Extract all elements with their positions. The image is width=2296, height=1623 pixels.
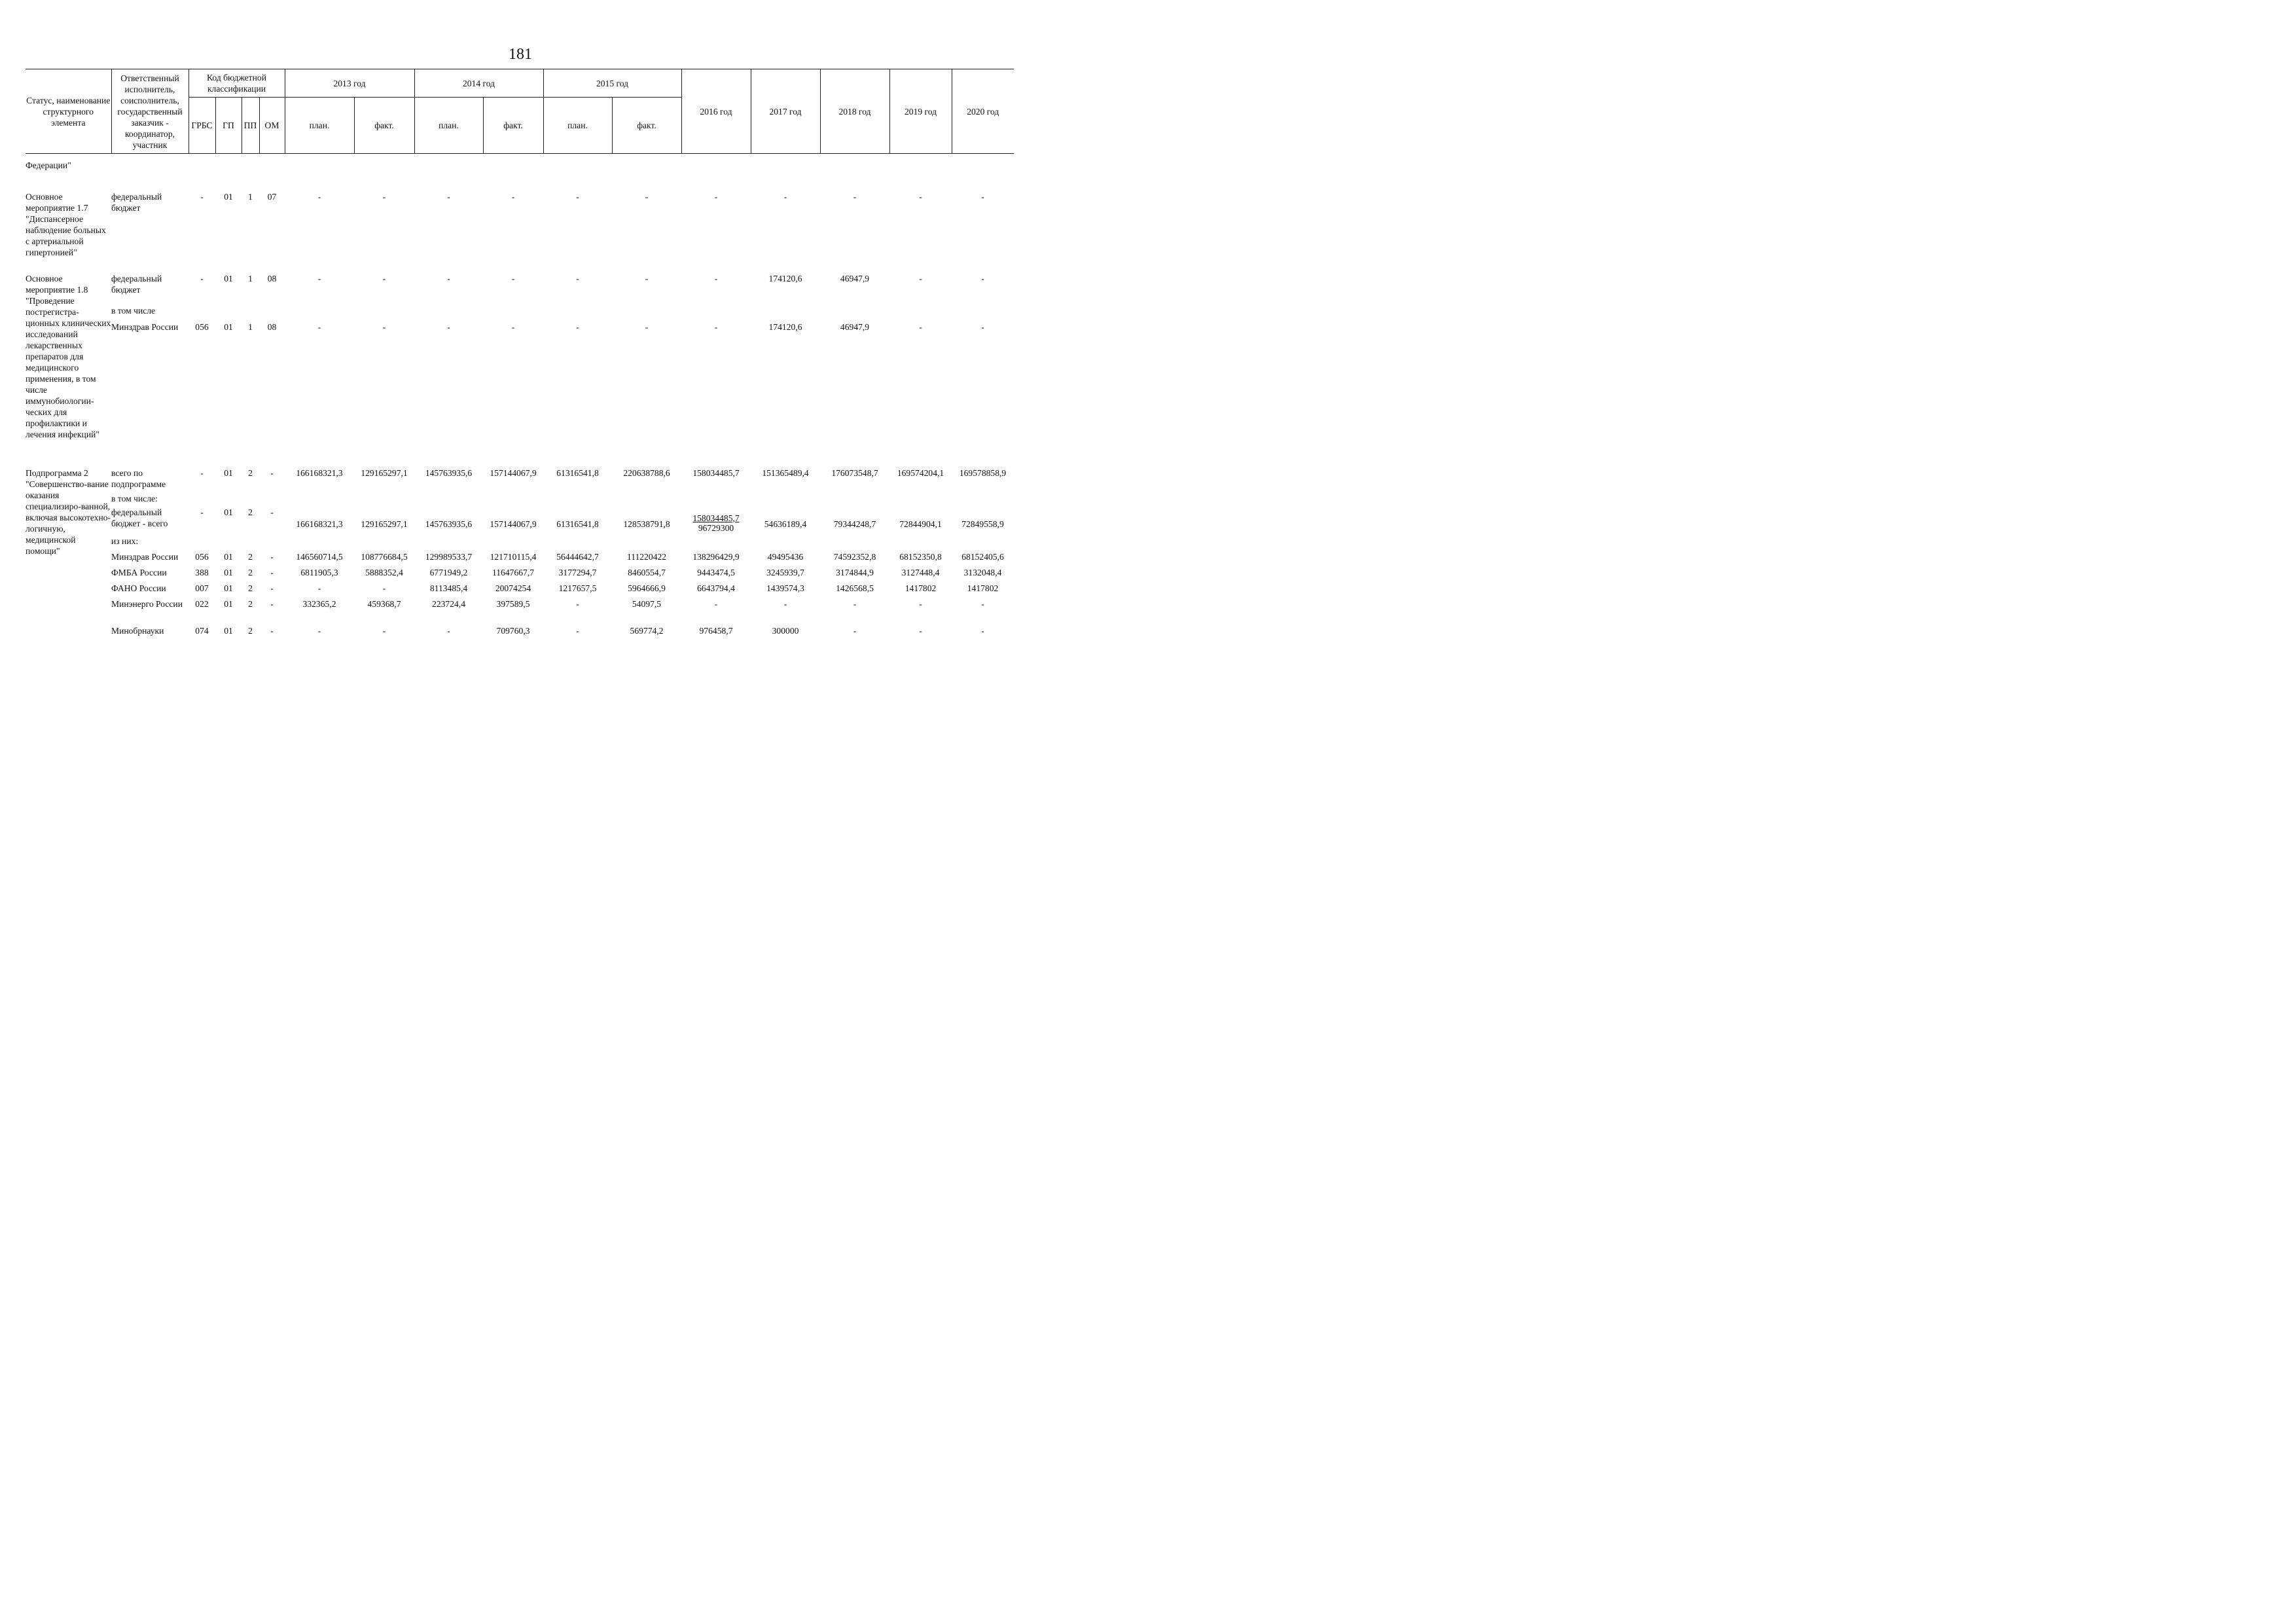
- code-cell: 1: [248, 273, 253, 283]
- executor-cell: Минздрав России: [111, 551, 179, 562]
- year-2013-header: 2013 год: [285, 69, 414, 98]
- code-cell: -: [270, 467, 274, 478]
- m17-status: Основное мероприятие 1.7 "Диспансерное наблюдение больных с артериальной гипертонией": [26, 191, 106, 257]
- value-cell: 146560714,5: [296, 551, 343, 562]
- code-cell: 074: [195, 625, 209, 636]
- value-cell: 709760,3: [496, 625, 530, 636]
- value-cell: -: [919, 625, 922, 636]
- value-cell: 138296429,9: [692, 551, 740, 562]
- table-row: [26, 305, 1014, 321]
- code-cell: 1: [248, 191, 253, 202]
- value-cell: -: [511, 191, 515, 202]
- code-cell: 007: [195, 583, 209, 593]
- code-cell: 2: [248, 598, 253, 609]
- year-2016-header: 2016 год: [681, 69, 751, 154]
- value-cell: 8460554,7: [628, 567, 666, 577]
- value-cell: 976458,7: [699, 625, 733, 636]
- continuation-row: [26, 154, 1014, 191]
- value-cell: -: [317, 583, 321, 593]
- m18-status: Основное мероприятие 1.8 "Проведение пострегистра-ционных клинических исследований лекарственных препаратов для медицинского применения, в том числе иммунобиологии-ческих для профилактики и лечения инфекций": [26, 273, 111, 439]
- value-cell: 169574204,1: [897, 467, 944, 478]
- value-cell: 3177294,7: [558, 567, 597, 577]
- value-cell: 158034485,7: [692, 467, 740, 478]
- table-row: [26, 551, 1014, 567]
- m18-incl-label: в том числе: [111, 305, 156, 316]
- value-cell: 174120,6: [768, 273, 802, 283]
- year-2018-header: 2018 год: [820, 69, 889, 154]
- value-cell: 54636189,4: [764, 519, 807, 529]
- value-cell: 1417802: [905, 583, 937, 593]
- value-cell: 72849558,9: [961, 519, 1004, 529]
- table-row: [26, 191, 1014, 273]
- value-cell: -: [714, 321, 718, 332]
- value-cell: -: [981, 321, 984, 332]
- fact-2013-header: факт.: [354, 98, 414, 154]
- plan-2015-header: план.: [543, 98, 612, 154]
- sp2-of-them-label: из них:: [111, 536, 139, 546]
- table-row: [26, 321, 1014, 467]
- code-cell: -: [270, 551, 274, 562]
- year-2020-header: 2020 год: [952, 69, 1014, 154]
- value-cell: 3127448,4: [901, 567, 940, 577]
- table-row: [26, 493, 1014, 507]
- code-cell: -: [200, 507, 204, 517]
- value-cell: 1417802: [967, 583, 999, 593]
- value-cell: 11647667,7: [492, 567, 535, 577]
- value-2016-first: 158034485,7: [692, 513, 740, 523]
- code-cell: -: [200, 191, 204, 202]
- value-cell: 56444642,7: [556, 551, 599, 562]
- code-cell: 01: [224, 583, 233, 593]
- value-cell: 459368,7: [367, 598, 401, 609]
- code-cell: 2: [248, 467, 253, 478]
- plan-2014-header: план.: [414, 98, 483, 154]
- table-row: [26, 567, 1014, 583]
- value-cell: -: [645, 273, 649, 283]
- code-cell: 01: [224, 273, 233, 283]
- table-body: [26, 154, 1014, 642]
- code-cell: -: [270, 567, 274, 577]
- code-cell: -: [200, 273, 204, 283]
- value-cell: -: [919, 598, 922, 609]
- value-cell: 300000: [772, 625, 799, 636]
- code-cell: 08: [267, 321, 277, 332]
- code-cell: 2: [248, 583, 253, 593]
- table-row: [26, 536, 1014, 551]
- value-cell: 72844904,1: [899, 519, 942, 529]
- sp2-incl-label: в том числе:: [111, 493, 158, 503]
- code-cell: 056: [195, 321, 209, 332]
- value-cell: 129989533,7: [425, 551, 473, 562]
- code-cell: 2: [248, 625, 253, 636]
- value-cell: 61316541,8: [556, 467, 599, 478]
- code-cell: 01: [224, 625, 233, 636]
- value-cell: -: [853, 625, 857, 636]
- table-row: [26, 273, 1014, 305]
- executor-cell: Минэнерго России: [111, 598, 183, 609]
- value-cell: -: [511, 273, 515, 283]
- value-cell: 68152350,8: [899, 551, 942, 562]
- sp2-total-executor: всего по подпрограмме: [111, 467, 166, 489]
- year-2017-header: 2017 год: [751, 69, 820, 154]
- value-cell: -: [783, 598, 787, 609]
- value-cell: 223724,4: [432, 598, 465, 609]
- value-cell: 169578858,9: [959, 467, 1007, 478]
- value-cell: 9443474,5: [697, 567, 735, 577]
- value-cell: -: [576, 598, 579, 609]
- value-cell: -: [645, 191, 649, 202]
- code-cell: 388: [195, 567, 209, 577]
- value-cell: 3174844,9: [836, 567, 874, 577]
- code-cell: 2: [248, 567, 253, 577]
- budget-table: [26, 69, 1014, 642]
- table-row: [26, 625, 1014, 642]
- value-cell: 5888352,4: [365, 567, 403, 577]
- value-cell: 61316541,8: [556, 519, 599, 529]
- code-cell: 01: [224, 191, 233, 202]
- value-cell: 6811905,3: [300, 567, 338, 577]
- code-cell: 01: [224, 551, 233, 562]
- table-row: [26, 598, 1014, 625]
- value-cell: -: [382, 625, 386, 636]
- value-cell: -: [576, 625, 579, 636]
- value-cell: 1426568,5: [836, 583, 874, 593]
- value-cell: 1217657,5: [558, 583, 597, 593]
- code-cell: -: [270, 583, 274, 593]
- value-cell: -: [382, 273, 386, 283]
- value-cell: 111220422: [626, 551, 667, 562]
- value-cell: 46947,9: [840, 321, 870, 332]
- value-cell: -: [447, 273, 450, 283]
- fact-2014-header: факт.: [483, 98, 543, 154]
- value-cell: 1439574,3: [766, 583, 804, 593]
- code-cell: -: [270, 507, 274, 517]
- value-cell: 121710115,4: [490, 551, 537, 562]
- code-cell: 01: [224, 467, 233, 478]
- value-cell: -: [447, 321, 450, 332]
- value-cell: 6771949,2: [429, 567, 468, 577]
- value-cell: -: [981, 598, 984, 609]
- code-cell: 056: [195, 551, 209, 562]
- value-cell: 79344248,7: [833, 519, 876, 529]
- value-cell: -: [919, 273, 922, 283]
- value-cell: -: [576, 191, 579, 202]
- code-grbs-header: ГРБС: [188, 98, 215, 154]
- value-cell: -: [382, 583, 386, 593]
- value-cell: -: [919, 191, 922, 202]
- value-cell: -: [981, 625, 984, 636]
- value-cell: -: [317, 625, 321, 636]
- year-2014-header: 2014 год: [414, 69, 543, 98]
- value-cell: -: [645, 321, 649, 332]
- value-cell: 129165297,1: [361, 519, 408, 529]
- value-cell: -: [511, 321, 515, 332]
- status-header: Статус, наименование структурного элемента: [26, 69, 111, 154]
- value-cell: 8113485,4: [429, 583, 468, 593]
- code-cell: 01: [224, 321, 233, 332]
- value-cell: 68152405,6: [961, 551, 1004, 562]
- value-2016-second: 96729300: [698, 522, 734, 533]
- code-pp-header: ПП: [242, 98, 259, 154]
- value-cell: 166168321,3: [296, 467, 343, 478]
- value-cell: 569774,2: [630, 625, 664, 636]
- table-row: [26, 507, 1014, 536]
- code-cell: 022: [195, 598, 209, 609]
- value-cell: 54097,5: [632, 598, 662, 609]
- value-cell: 157144067,9: [490, 519, 537, 529]
- executor-cell: ФАНО России: [111, 583, 166, 593]
- m18-minzdrav-executor: Минздрав России: [111, 321, 179, 332]
- value-cell: -: [447, 625, 450, 636]
- value-cell: 129165297,1: [361, 467, 408, 478]
- value-cell: -: [576, 321, 579, 332]
- value-cell: 3245939,7: [766, 567, 804, 577]
- value-cell: -: [447, 191, 450, 202]
- value-cell: -: [317, 321, 321, 332]
- value-cell: 151365489,4: [762, 467, 809, 478]
- value-cell: 108776684,5: [361, 551, 408, 562]
- year-2015-header: 2015 год: [543, 69, 681, 98]
- plan-2013-header: план.: [285, 98, 354, 154]
- value-cell: -: [714, 191, 718, 202]
- year-2019-header: 2019 год: [889, 69, 952, 154]
- code-cell: -: [270, 625, 274, 636]
- code-cell: 01: [224, 598, 233, 609]
- code-gp-header: ГП: [215, 98, 242, 154]
- value-cell: -: [783, 191, 787, 202]
- value-cell-2016-split: [681, 507, 751, 536]
- sp2-status: Подпрограмма 2 "Совершенство-вание оказания специализиро-ванной, включая высокотехно-логичную, медицинской помощи": [26, 467, 111, 556]
- code-cell: 01: [224, 567, 233, 577]
- table-row: [26, 467, 1014, 493]
- value-cell: -: [714, 598, 718, 609]
- code-om-header: ОМ: [259, 98, 285, 154]
- value-cell: 20074254: [495, 583, 531, 593]
- value-cell: 3132048,4: [963, 567, 1002, 577]
- code-cell: 2: [248, 507, 253, 517]
- value-cell: -: [317, 273, 321, 283]
- value-cell: 5964666,9: [628, 583, 666, 593]
- executor-cell: Минобрнауки: [111, 625, 164, 636]
- value-cell: 74592352,8: [833, 551, 876, 562]
- value-cell: 46947,9: [840, 273, 870, 283]
- value-cell: 157144067,9: [490, 467, 537, 478]
- value-cell: -: [317, 191, 321, 202]
- value-cell: -: [919, 321, 922, 332]
- code-cell: -: [200, 467, 204, 478]
- value-cell: -: [853, 598, 857, 609]
- table-header: [26, 69, 1014, 154]
- value-cell: 332365,2: [302, 598, 336, 609]
- code-cell: 2: [248, 551, 253, 562]
- code-cell: -: [270, 598, 274, 609]
- value-cell: -: [981, 273, 984, 283]
- value-cell: 174120,6: [768, 321, 802, 332]
- value-cell: -: [853, 191, 857, 202]
- value-cell: 176073548,7: [831, 467, 878, 478]
- continuation-text: Федерации": [26, 160, 71, 170]
- code-cell: 01: [224, 507, 233, 517]
- code-cell: 07: [267, 191, 277, 202]
- value-cell: 128538791,8: [623, 519, 670, 529]
- executor-cell: ФМБА России: [111, 567, 167, 577]
- code-cell: 1: [248, 321, 253, 332]
- value-cell: 166168321,3: [296, 519, 343, 529]
- code-cell: 08: [267, 273, 277, 283]
- value-cell: 6643794,4: [697, 583, 735, 593]
- value-cell: -: [382, 321, 386, 332]
- m17-executor: федеральный бюджет: [111, 191, 162, 213]
- value-cell: -: [382, 191, 386, 202]
- table-row: [26, 583, 1014, 598]
- value-cell: -: [714, 273, 718, 283]
- value-cell: 397589,5: [496, 598, 530, 609]
- value-cell: -: [576, 273, 579, 283]
- m18-executor: федеральный бюджет: [111, 273, 162, 295]
- fact-2015-header: факт.: [612, 98, 681, 154]
- executor-header: Ответственный исполнитель, соисполнитель, государственный заказчик - координатор, участник: [111, 69, 188, 154]
- value-cell: 220638788,6: [623, 467, 670, 478]
- value-cell: 145763935,6: [425, 519, 473, 529]
- value-cell: 49495436: [767, 551, 804, 562]
- sp2-federal-executor: федеральный бюджет - всего: [111, 507, 168, 528]
- page-number: 181: [509, 46, 532, 63]
- value-cell: -: [981, 191, 984, 202]
- value-cell: 145763935,6: [425, 467, 473, 478]
- budget-code-header: Код бюджетной классификации: [188, 69, 285, 98]
